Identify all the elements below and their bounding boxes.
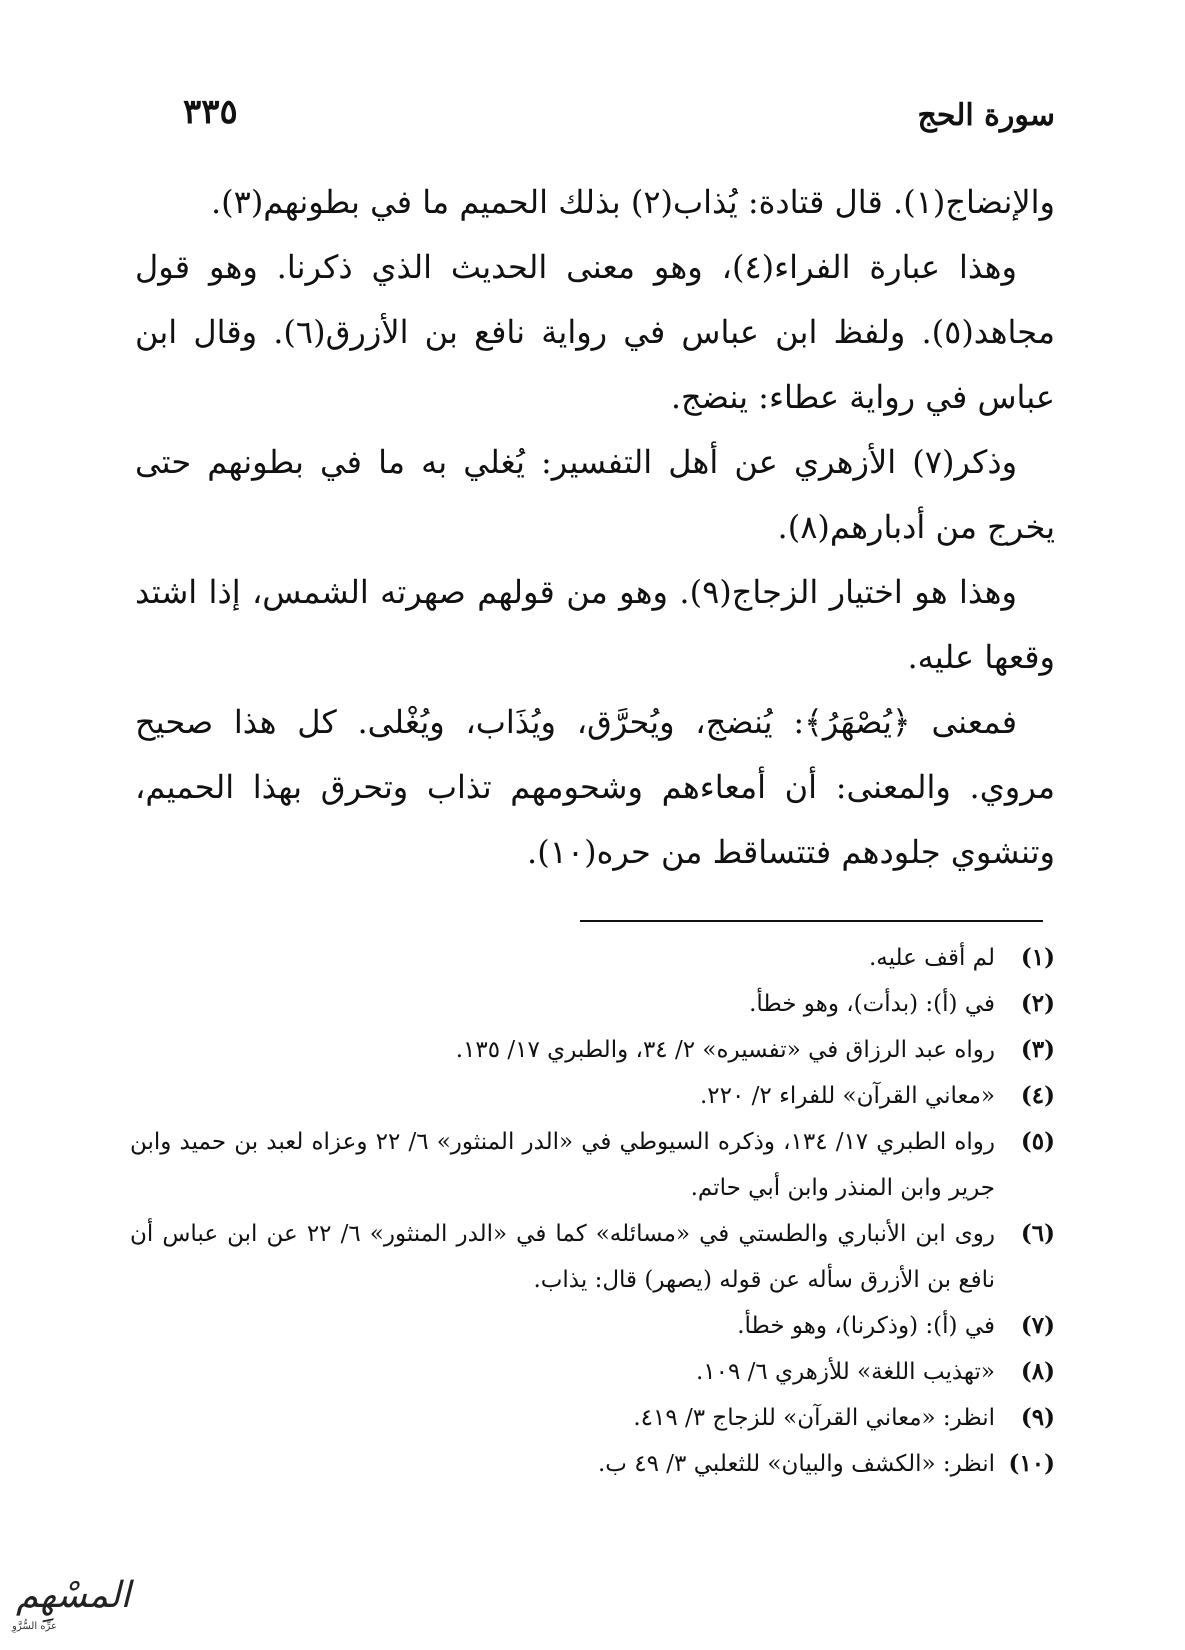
paragraph: وذكر(٧) الأزهري عن أهل التفسير: يُغلي به ما في بطونهم حتى يخرج من أدبارهم(٨).	[135, 443, 1055, 546]
footnote-number: (٩)	[1020, 1404, 1055, 1431]
footnote-text: «معاني القرآن» للفراء ٢/ ٢٢٠.	[699, 1083, 995, 1109]
footnote-text: انظر: «معاني القرآن» للزجاج ٣/ ٤١٩.	[633, 1405, 995, 1431]
footnote	[130, 1441, 1055, 1487]
page-header	[135, 80, 1055, 140]
watermark-sub-text: عرِّه السُّرَّوِ	[12, 1621, 57, 1632]
footnote-number: (٧)	[1020, 1312, 1055, 1339]
footnote	[130, 1395, 1055, 1441]
footnote-text: في (أ): (بدأت)، وهو خطأ.	[749, 991, 995, 1017]
footnote-text: انظر: «الكشف والبيان» للثعلبي ٣/ ٤٩ ب.	[597, 1451, 995, 1477]
footnote	[130, 1027, 1055, 1073]
footnote-text: رواه عبد الرزاق في «تفسيره» ٢/ ٣٤، والطبري ١٧/ ١٣٥.	[455, 1037, 995, 1063]
paragraph: وهذا هو اختيار الزجاج(٩). وهو من قولهم صهرته الشمس، إذا اشتد وقعها عليه.	[135, 573, 1055, 676]
paragraph: وهذا عبارة الفراء(٤)، وهو معنى الحديث الذي ذكرنا. وهو قول مجاهد(٥). ولفظ ابن عباس في رواية نافع بن الأزرق(٦). وقال ابن عباس في رواية عطاء: ينضج.	[135, 248, 1056, 416]
surah-title: سورة الحج	[917, 98, 1055, 133]
footnote	[130, 1073, 1055, 1119]
footnote	[130, 1119, 1055, 1211]
footnote-number: (٨)	[1020, 1358, 1055, 1385]
footnote-text: روى ابن الأنباري والطستي في «مسائله» كما في «الدر المنثور» ٦/ ٢٢ عن ابن عباس أن نافع بن الأزرق سأله عن قوله (يصهر) قال: يذاب.	[130, 1221, 995, 1293]
footnote	[130, 1303, 1055, 1349]
footnote-number: (٤)	[1020, 1082, 1055, 1109]
footnotes	[130, 935, 1055, 1487]
footnote-number: (١)	[1020, 944, 1055, 971]
footnote	[130, 935, 1055, 981]
footnote-text: رواه الطبري ١٧/ ١٣٤، وذكره السيوطي في «الدر المنثور» ٦/ ٢٢ وعزاه لعبد بن حميد وابن جرير وابن المنذر وابن أبي حاتم.	[130, 1129, 995, 1201]
footnote-number: (٢)	[1020, 990, 1055, 1017]
footnote	[130, 1349, 1055, 1395]
footnote	[130, 1211, 1055, 1303]
watermark-main-text: المسْهِم	[16, 1575, 131, 1616]
page-number: ٣٣٥	[183, 92, 238, 132]
footnote-number: (٦)	[1020, 1220, 1055, 1247]
footnote-text: «تهذيب اللغة» للأزهري ٦/ ١٠٩.	[695, 1359, 995, 1385]
footnote-separator	[580, 920, 1043, 922]
footnote-number: (١٠)	[1008, 1450, 1055, 1477]
footnote-text: في (أ): (وذكرنا)، وهو خطأ.	[737, 1313, 995, 1339]
paragraph: والإنضاج(١). قال قتادة: يُذاب(٢) بذلك الحميم ما في بطونهم(٣).	[210, 183, 1055, 221]
footnote-text: لم أقف عليه.	[868, 945, 995, 971]
paragraph: فمعنى ﴿يُصْهَرُ﴾: يُنضج، ويُحرَّق، ويُذَاب، ويُغْلى. كل هذا صحيح مروي. والمعنى: أن أمعاءهم وشحومهم تذاب وتحرق بهذا الحميم، وتنشوي جلودهم فتتساقط من حره(١٠).	[135, 703, 1055, 871]
main-text	[135, 170, 1055, 885]
footnote-number: (٣)	[1020, 1036, 1055, 1063]
watermark-logo	[8, 1575, 131, 1635]
footnote-number: (٥)	[1020, 1128, 1055, 1155]
footnote	[130, 981, 1055, 1027]
